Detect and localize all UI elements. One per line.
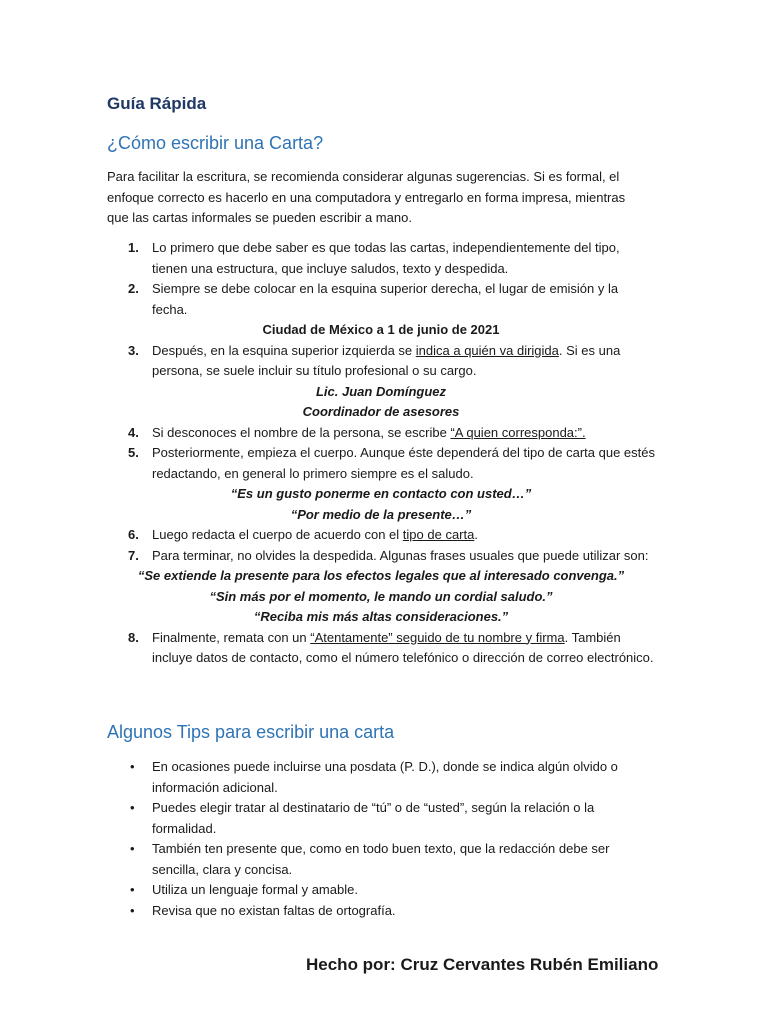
item-text: Si desconoces el nombre de la persona, se escribe: [152, 424, 451, 440]
list-item: [107, 546, 655, 567]
list-item: [107, 341, 655, 382]
example-place-date: Ciudad de México a 1 de junio de 2021: [262, 322, 500, 337]
item-text: Para terminar, no olvides la despedida. Algunas frases usuales que puede utilizar son:: [152, 547, 649, 563]
item-number: 2.: [128, 281, 139, 296]
item-number: 7.: [128, 547, 139, 563]
bullet-icon: •: [130, 902, 135, 918]
list-item: [107, 525, 655, 546]
item-number: 4.: [128, 424, 139, 440]
item-text: Finalmente, remata con un: [152, 629, 311, 645]
item-text: Utiliza un lenguaje formal y amable.: [152, 882, 358, 897]
item-text: Luego redacta el cuerpo de acuerdo con el: [152, 527, 403, 542]
list-item: [107, 279, 655, 320]
underlined-link[interactable]: “Atentamente” seguido de tu nombre y firma: [310, 629, 565, 645]
item-text: En ocasiones puede incluirse una posdata (P. D.), donde se indica algún olvido o información adicional.: [152, 759, 618, 795]
item-number: 6.: [128, 527, 139, 542]
example-farewell: “Sin más por el momento, le mando un cordial saludo.”: [209, 588, 553, 604]
item-text: .: [474, 527, 478, 542]
item-text: . También incluye datos de contacto, como el número telefónico o dirección de correo electrónico.: [152, 629, 654, 665]
author-signature: Hecho por: Cruz Cervantes Rubén Emiliano: [306, 955, 659, 974]
example-recipient-name: Lic. Juan Domínguez: [315, 383, 446, 399]
intro-paragraph: Para facilitar la escritura, se recomienda considerar algunas sugerencias. Si es formal, el enfoque correcto es hacerlo en una computadora y entregarlo en forma impresa, mientras que las cartas informales se pueden escribir a mano.: [107, 169, 626, 226]
item-text: Siempre se debe colocar en la esquina superior derecha, el lugar de emisión y la fecha.: [152, 281, 619, 317]
item-number: 3.: [128, 342, 139, 358]
list-item: [107, 839, 655, 880]
underlined-link[interactable]: “A quien corresponda:”.: [450, 424, 586, 440]
item-text: Después, en la esquina superior izquierda se: [152, 342, 416, 358]
tips-title: Algunos Tips para escribir una carta: [107, 722, 395, 742]
underlined-link[interactable]: tipo de carta: [402, 527, 475, 542]
example-farewell: “Reciba mis más altas consideraciones.”: [253, 609, 509, 624]
steps-list: [107, 238, 655, 669]
page-title: ¿Cómo escribir una Carta?: [107, 133, 324, 153]
guide-label: Guía Rápida: [107, 94, 207, 113]
underlined-link[interactable]: indica a quién va dirigida: [415, 342, 559, 358]
list-item: [107, 628, 655, 669]
list-item: [107, 798, 655, 839]
item-text: Posteriormente, empieza el cuerpo. Aunque éste dependerá del tipo de carta que estés redactando, en general lo primero siempre es el saludo.: [152, 445, 655, 481]
bullet-icon: •: [130, 882, 135, 897]
item-text: También ten presente que, como en todo buen texto, que la redacción debe ser sencilla, clara y concisa.: [152, 841, 610, 877]
example-farewell: “Se extiende la presente para los efectos legales que al interesado convenga.”: [137, 568, 625, 583]
list-item: [107, 901, 655, 922]
list-item: [107, 443, 655, 484]
list-item: [107, 880, 655, 901]
item-text: Lo primero que debe saber es que todas las cartas, independientemente del tipo, tienen una estructura, que incluye saludos, texto y despedida.: [152, 240, 620, 276]
bullet-icon: •: [130, 800, 135, 815]
item-number: 5.: [128, 445, 139, 460]
bullet-icon: •: [130, 841, 135, 856]
list-item: [107, 423, 655, 444]
item-number: 1.: [128, 240, 139, 255]
example-greeting: “Por medio de la presente…”: [290, 506, 472, 522]
item-number: 8.: [128, 629, 139, 645]
bullet-icon: •: [130, 759, 135, 774]
item-text: Puedes elegir tratar al destinatario de “tú” o de “usted”, según la relación o la formalidad.: [152, 800, 595, 836]
example-recipient-role: Coordinador de asesores: [302, 404, 460, 419]
item-text: Revisa que no existan faltas de ortografía.: [152, 902, 396, 918]
list-item: [107, 238, 655, 279]
list-item: [107, 757, 655, 798]
tips-list: [107, 757, 655, 921]
example-greeting: “Es un gusto ponerme en contacto con usted…”: [230, 486, 532, 501]
item-text: . Si es una persona, se suele incluir su título profesional o su cargo.: [152, 342, 621, 378]
